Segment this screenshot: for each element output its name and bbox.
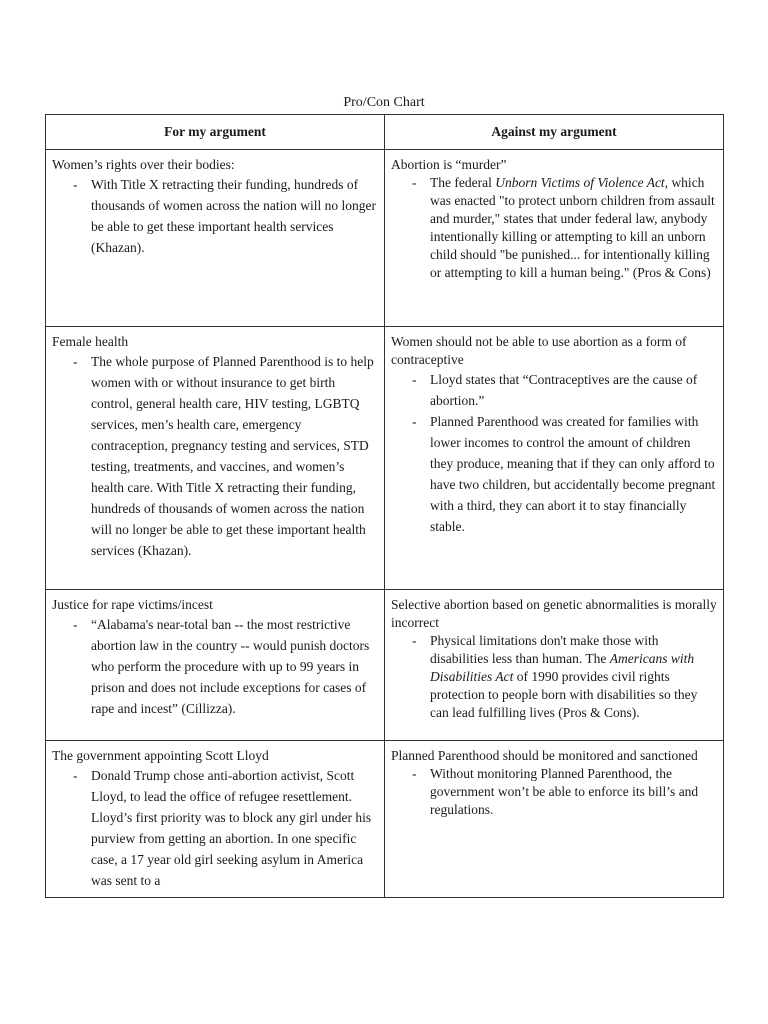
list-item: - “Alabama's near-total ban -- the most restrictive abortion law in the country -- would punish doctors who perform the procedure with up to 99 years in prison and does not include exceptions for cases of rape and incest” (Cillizza). [91,614,378,719]
against-cell [385,741,724,898]
text-run: The federal [430,175,496,190]
list-item: - Lloyd states that “Contraceptives are the cause of abortion.” [430,369,717,411]
cell-heading: Women should not be able to use abortion as a form of contraceptive [391,334,687,367]
cell-heading: The government appointing Scott Lloyd [52,748,269,763]
act-title: Unborn Victims of Violence Act [495,175,665,190]
list-item: - Donald Trump chose anti-abortion activist, Scott Lloyd, to lead the office of refugee resettlement. Lloyd’s first priority was to block any girl under his purview from getting an abortion. In one specific case, a 17 year old girl seeking asylum in America was sent to a [91,765,378,891]
table-row [46,590,724,741]
list-item: - Without monitoring Planned Parenthood, the government won’t be able to enforce its bill’s and regulations. [430,765,717,819]
table-row [46,327,724,590]
table-header-row [46,115,724,150]
cell-heading: Female health [52,334,129,349]
bullet-list [391,765,717,819]
bullet-list [52,765,378,891]
against-cell [385,150,724,327]
list-item: - Planned Parenthood was created for families with lower incomes to control the amount of children they produce, meaning that if they can only afford to have two children, but accidentally become pregnant with a third, they can abort it to stay financially stable. [430,411,717,537]
bullet-list [391,174,717,282]
list-item: - With Title X retracting their funding, hundreds of thousands of women across the nation will no longer be able to get these important health services (Khazan). [91,174,378,258]
bullet-list [52,351,378,561]
list-item [430,632,717,722]
bullet-list [52,614,378,719]
page-title: Pro/Con Chart [343,95,425,110]
bullet-list [52,174,378,258]
for-cell [46,150,385,327]
against-cell [385,590,724,741]
table-row [46,741,724,898]
cell-heading: Justice for rape victims/incest [52,597,213,612]
column-header-for: For my argument [46,115,385,150]
act-title: Americans with Disabilities Act [430,651,695,684]
text-run: , which was enacted "to protect unborn children from assault and murder," states that under federal law, anybody intentionally killing or attempting to kill an unborn child should "be punished... for intentionally killing or attempting to kill a human being." (Pros & Cons) [430,175,715,280]
cell-heading: Women’s rights over their bodies: [52,157,235,172]
cell-heading: Planned Parenthood should be monitored and sanctioned [391,748,698,763]
pro-con-table [45,114,724,898]
for-cell [46,327,385,590]
table-row [46,150,724,327]
for-cell [46,590,385,741]
for-cell [46,741,385,898]
cell-heading: Selective abortion based on genetic abnormalities is morally incorrect [391,597,717,630]
cell-heading: Abortion is “murder” [391,157,507,172]
bullet-list [391,632,717,722]
text-run: Physical limitations don't make those with disabilities less than human. The [430,633,659,666]
column-header-against: Against my argument [385,115,724,150]
text-run: of 1990 provides civil rights protection to people born with disabilities so they can lead fulfilling lives (Pros & Cons). [430,669,698,720]
against-cell [385,327,724,590]
bullet-list [391,369,717,537]
list-item: - The whole purpose of Planned Parenthood is to help women with or without insurance to get birth control, general health care, HIV testing, LGBTQ services, men’s health care, emergency contraception, pregnancy testing and services, STD testing, treatments, and vaccines, and women’s health care. With Title X retracting their funding, hundreds of thousands of women across the nation will no longer be able to get these important health services (Khazan). [91,351,378,561]
list-item [430,174,717,282]
